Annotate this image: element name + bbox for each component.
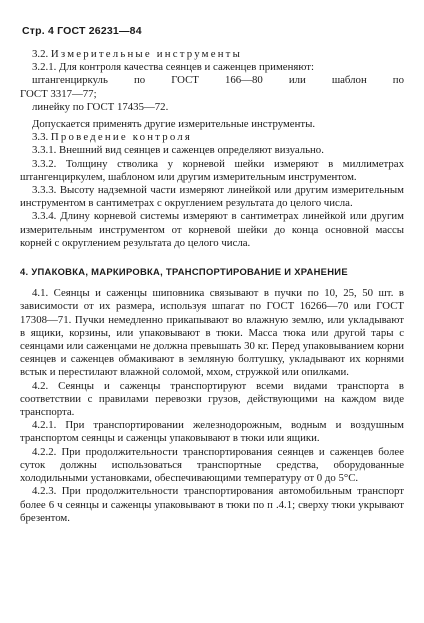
section-4-title: 4. УПАКОВКА, МАРКИРОВКА, ТРАНСПОРТИРОВАНИЕ И ХРАНЕНИЕ [20,266,348,278]
caliper-word: ГОСТ [171,74,199,87]
subsection-heading: Проведение контроля [50,131,193,144]
caliper-word: или [288,74,306,87]
clause-4-2-2: 4.2.2. При продолжительности транспортирования сеянцев и саженцев более суток должны использоваться транспортные средства, оборудованные холодильными установками, обеспечивающими температуру от 0 до 5°С. [20,445,404,485]
caliper-word: по [133,74,146,87]
subsection-title-instruments [20,48,404,61]
clause-4-2: 4.2. Сеянцы и саженцы транспортируют всеми видами транспорта в соответствии с правилами перевозки грузов, действующими на каждом виде транспорта. [20,379,404,419]
document-body [20,48,404,525]
subsection-number: 3.3. [32,131,49,144]
clause-3-3-2: 3.3.2. Толщину стволика у корневой шейки измеряют в миллиметрах штангенциркулем, шаблоном или другим измерительным инструментом. [20,157,404,183]
caliper-word: шаблон [331,74,367,87]
caliper-word: по [392,74,404,87]
subsection-heading: Измерительные инструменты [50,48,243,60]
list-item-caliper [20,74,404,87]
caliper-word: 166—80 [224,74,263,87]
list-item-ruler: линейку по ГОСТ 17435—72. [32,100,169,113]
clause-3-3-3: 3.3.3. Высоту надземной части измеряют линейкой или другим измерительным инструментом в сантиметрах с округлением результата до целого числа. [20,184,404,210]
caliper-word: штангенциркуль [32,74,108,87]
allowed-note: Допускается применять другие измерительные инструменты. [32,118,316,131]
clause-3-3-1: 3.3.1. Внешний вид сеянцев и саженцев определяют визуально. [32,144,324,157]
clause-3-2-1: 3.2.1. Для контроля качества сеянцев и саженцев применяют: [32,61,314,74]
subsection-number: 3.2. [32,48,49,60]
clause-4-2-1: 4.2.1. При транспортировании железнодорожным, водным и воздушным транспортом сеянцы и саженцы упаковывают в тюки или ящики. [20,419,404,445]
clause-3-3-4: 3.3.4. Длину корневой системы измеряют в сантиметрах линейкой или другим измерительным инструментом от корневой шейки до конца основной массы корней с округлением результата до целого числа. [20,210,404,249]
subsection-title-control [20,131,404,144]
clause-4-1: 4.1. Сеянцы и саженцы шиповника связывают в пучки по 10, 25, 50 шт. в зависимости от их размера, используя шпагат по ГОСТ 16266—70 или ГОСТ 17308—71. Пучки немедленно прикапывают во влажную землю, или укладывают в ящики, корзины, или упаковывают в тюки. Масса тюка или другой тары с сеянцами или саженцами не должна превышать 30 кг. Перед упаковыванием корни сеянцев и саженцев обмакивают в земляную болтушку, укладывают их корнями встык и перестилают влажной соломой, мхом, стружкой или опилками. [20,287,404,379]
page-header: Стр. 4 ГОСТ 26231—84 [22,25,142,37]
clause-4-2-3: 4.2.3. При продолжительности транспортирования автомобильным транспорт более 6 ч сеянцы и саженцы упаковывают в тюки по п .4.1; сверху тюки укрывают брезентом. [20,485,404,524]
list-item-caliper-cont: ГОСТ 3317—77; [20,87,97,100]
